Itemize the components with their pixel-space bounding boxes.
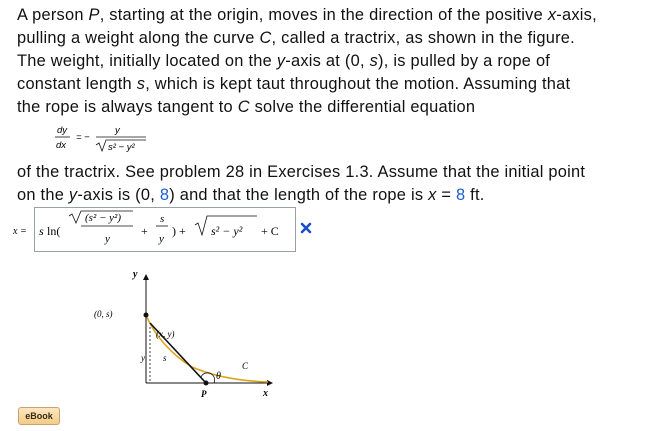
text: ) and that the length of the rope is [169, 186, 429, 204]
text: = [436, 186, 456, 204]
problem-statement [17, 4, 637, 119]
text: C [259, 29, 272, 47]
label-theta: θ [216, 371, 221, 382]
answer-ln: ln( [47, 224, 61, 238]
problem-continuation [17, 161, 637, 207]
text: constant length [17, 75, 137, 93]
answer-num1: (s² − y²) [85, 212, 122, 224]
text: -axis, [556, 6, 597, 24]
label-0-s: (0, s) [94, 309, 113, 319]
ode-equals-minus: = − [76, 132, 90, 143]
label-c: C [242, 361, 249, 371]
problem-line-6: of the tractrix. See problem 28 in Exercises 1.3. Assume that the initial point [17, 163, 586, 181]
label-y: y [141, 353, 145, 363]
problem-line-3 [17, 50, 637, 73]
label-p: P [201, 389, 207, 399]
answer-lhs [12, 207, 34, 251]
text: -axis at (0, [285, 52, 370, 70]
ode-dy: dy [57, 125, 68, 136]
problem-line-5 [17, 96, 637, 119]
problem-line-1 [17, 4, 637, 27]
answer-den2: y [159, 233, 164, 245]
rope-length-value: 8 [456, 186, 466, 204]
differential-equation [52, 123, 162, 159]
text: solve the differential equation [249, 98, 476, 116]
problem-line-4 [17, 73, 637, 96]
answer-row [12, 207, 312, 251]
answer-plus: + [141, 224, 148, 238]
tractrix-figure [80, 265, 290, 400]
ebook-button[interactable]: eBook [18, 407, 60, 425]
text: ), is pulled by a rope of [378, 52, 551, 70]
answer-den1: y [105, 233, 110, 245]
ode-denominator: s² − y² [108, 142, 135, 153]
problem-line-7 [17, 184, 637, 207]
text: P [88, 6, 100, 24]
answer-num2: s [160, 213, 165, 225]
label-s: s [163, 353, 167, 363]
text: The weight, initially located on the [17, 52, 277, 70]
incorrect-icon [299, 221, 313, 235]
text: , called a tractrix, as shown in the figure. [271, 29, 575, 47]
y-axis-label: y [133, 269, 138, 280]
text: s [136, 75, 146, 93]
label-x-y: (x, y) [156, 329, 175, 339]
ode-numerator: y [115, 125, 120, 136]
text: x [428, 186, 437, 204]
problem-line-2 [17, 27, 637, 50]
text: on the [17, 186, 69, 204]
answer-expression [35, 208, 295, 251]
text: y [68, 186, 78, 204]
initial-value: 8 [159, 186, 170, 204]
text: A person [17, 6, 89, 24]
answer-close: ) + [172, 224, 186, 238]
answer-input[interactable] [34, 207, 296, 252]
text: , starting at the origin, moves in the direction of the positive [99, 6, 548, 24]
text: , which is kept taut throughout the motion. Assuming that [145, 75, 571, 93]
start-point [144, 313, 149, 318]
answer-plus-c: + C [261, 224, 279, 238]
text: s [369, 52, 379, 70]
text: pulling a weight along the curve [17, 29, 260, 47]
answer-lhs-text: x = [13, 226, 27, 237]
answer-s: s [39, 224, 44, 238]
answer-radicand: s² − y² [211, 224, 243, 238]
ode-dx: dx [56, 140, 67, 151]
text: y [276, 52, 286, 70]
text: ft. [465, 186, 485, 204]
text: C [237, 98, 250, 116]
x-axis-label: x [263, 388, 268, 399]
point-p [204, 381, 209, 386]
tractrix-curve [146, 315, 268, 382]
text: -axis is (0, [77, 186, 160, 204]
text: x [547, 6, 557, 24]
text: the rope is always tangent to [17, 98, 238, 116]
